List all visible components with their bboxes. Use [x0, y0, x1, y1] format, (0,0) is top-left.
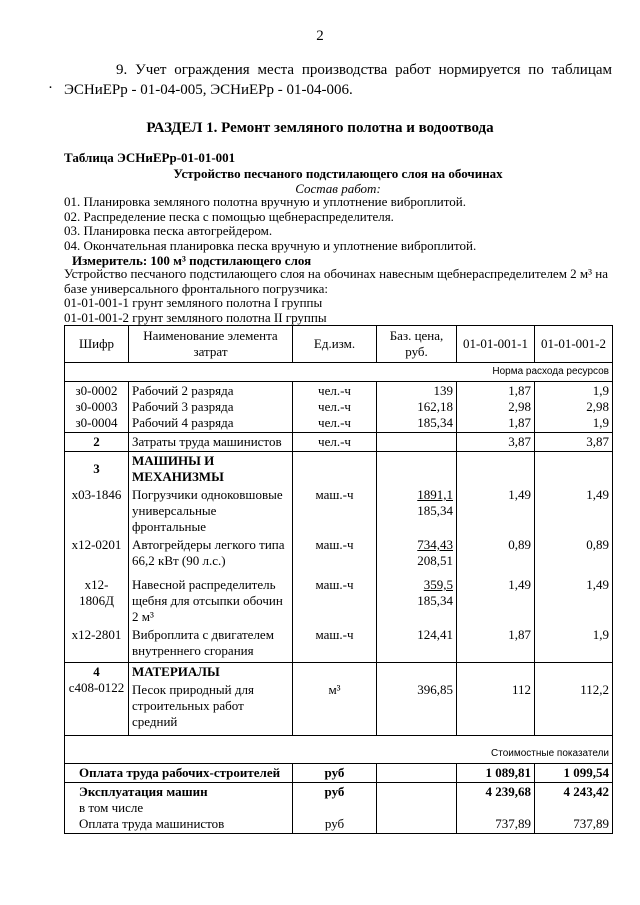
operation-item: 02. Распределение песка с помощью щебнераспределителя.: [64, 208, 394, 224]
table-header-row: [65, 326, 613, 363]
name-cell: Рабочий 2 разряда Рабочий 3 разряда Рабочий 4 разряда: [129, 382, 293, 433]
cost-caption: Стоимостные показатели: [65, 736, 613, 764]
description-text: Устройство песчаного подстилающего слоя на обочинах навесным щебнераспределителем 2 м³ на базе универсального фронтального погрузчика:: [64, 266, 609, 296]
header-col2: 01-01-001-2: [535, 326, 613, 363]
cost-caption-row: [65, 736, 613, 764]
description: [64, 267, 616, 325]
header-unit: Ед.изм.: [293, 326, 377, 363]
composition-label: Состав работ:: [295, 181, 381, 196]
totals-row: Эксплуатация машин в том числе Оплата труда машинистов руб руб 4 239,68 737,89 4 243,42 737,89: [65, 783, 613, 834]
measure-unit: Измеритель: 100 м³ подстилающего слоя: [72, 253, 312, 268]
header-code: Шифр: [65, 326, 129, 363]
code-cell: з0-0002 з0-0003 з0-0004: [65, 382, 129, 433]
operations-list: [64, 195, 476, 253]
header-price: Баз. цена, руб.: [377, 326, 457, 363]
paragraph-9: 9. Учет ограждения места производства работ нормируется по таблицам ЭСНиЕРр - 01-04-005, ЭСНиЕРр - 01-04-006.: [64, 62, 612, 98]
price-cell: 139 162,18 185,34: [377, 382, 457, 433]
table-row: [65, 382, 613, 433]
value-cell-1: 1,87 2,98 1,87: [457, 382, 535, 433]
page-number: 2: [316, 28, 324, 44]
value-cell-2: 1,9 2,98 1,9: [535, 382, 613, 433]
table-row: 3 х03-1846 х12-0201 х12-1806Д х12-2801 МАШИНЫ И МЕХАНИЗМЫ Погрузчики одноковшовые универсальные фронтальные Автогрейдеры легкого типа 66,2 кВт (90 л.с.) Навесной распределитель щебня для отсыпки обочин 2 м³ Виброплита с двигателем внутреннего сгорания маш.-ч маш.-ч маш.-ч маш.-ч 1891,1 185,34 734,43 208,51 359,5 185,34 124,41 1,49 0,89 1,49 1,87 1,49 0,89 1,49 1,9: [65, 452, 613, 663]
variant-2: 01-01-001-2 грунт земляного полотна II группы: [64, 309, 327, 325]
header-col1: 01-01-001-1: [457, 326, 535, 363]
table-row: 4 с408-0122 МАТЕРИАЛЫ Песок природный для строительных работ средний м³ 396,85 112 112,2: [65, 663, 613, 736]
operation-item: 01. Планировка земляного полотна вручную и уплотнение виброплитой.: [64, 194, 466, 209]
norm-caption-row: [65, 363, 613, 382]
variant-1: 01-01-001-1 грунт земляного полотна I группы: [64, 295, 323, 310]
unit-cell: чел.-ч чел.-ч чел.-ч: [293, 382, 377, 433]
table-title: Таблица ЭСНиЕРр-01-01-001: [64, 150, 236, 165]
resource-table: [64, 325, 613, 834]
operation-item: 03. Планировка песка автогрейдером.: [64, 223, 273, 238]
header-name: Наименование элемента затрат: [129, 326, 293, 363]
table-row: 2 Затраты труда машинистов чел.-ч 3,87 3,87: [65, 433, 613, 452]
stray-mark: ·: [48, 80, 53, 96]
operation-item: 04. Окончательная планировка песка вручную и уплотнение виброплитой.: [64, 237, 477, 253]
section-title: РАЗДЕЛ 1. Ремонт земляного полотна и водоотвода: [146, 120, 494, 136]
table-subtitle: Устройство песчаного подстилающего слоя на обочинах: [173, 166, 503, 181]
norm-caption: Норма расхода ресурсов: [65, 363, 613, 382]
totals-row: Оплата труда рабочих-строителей руб 1 089,81 1 099,54: [65, 764, 613, 783]
